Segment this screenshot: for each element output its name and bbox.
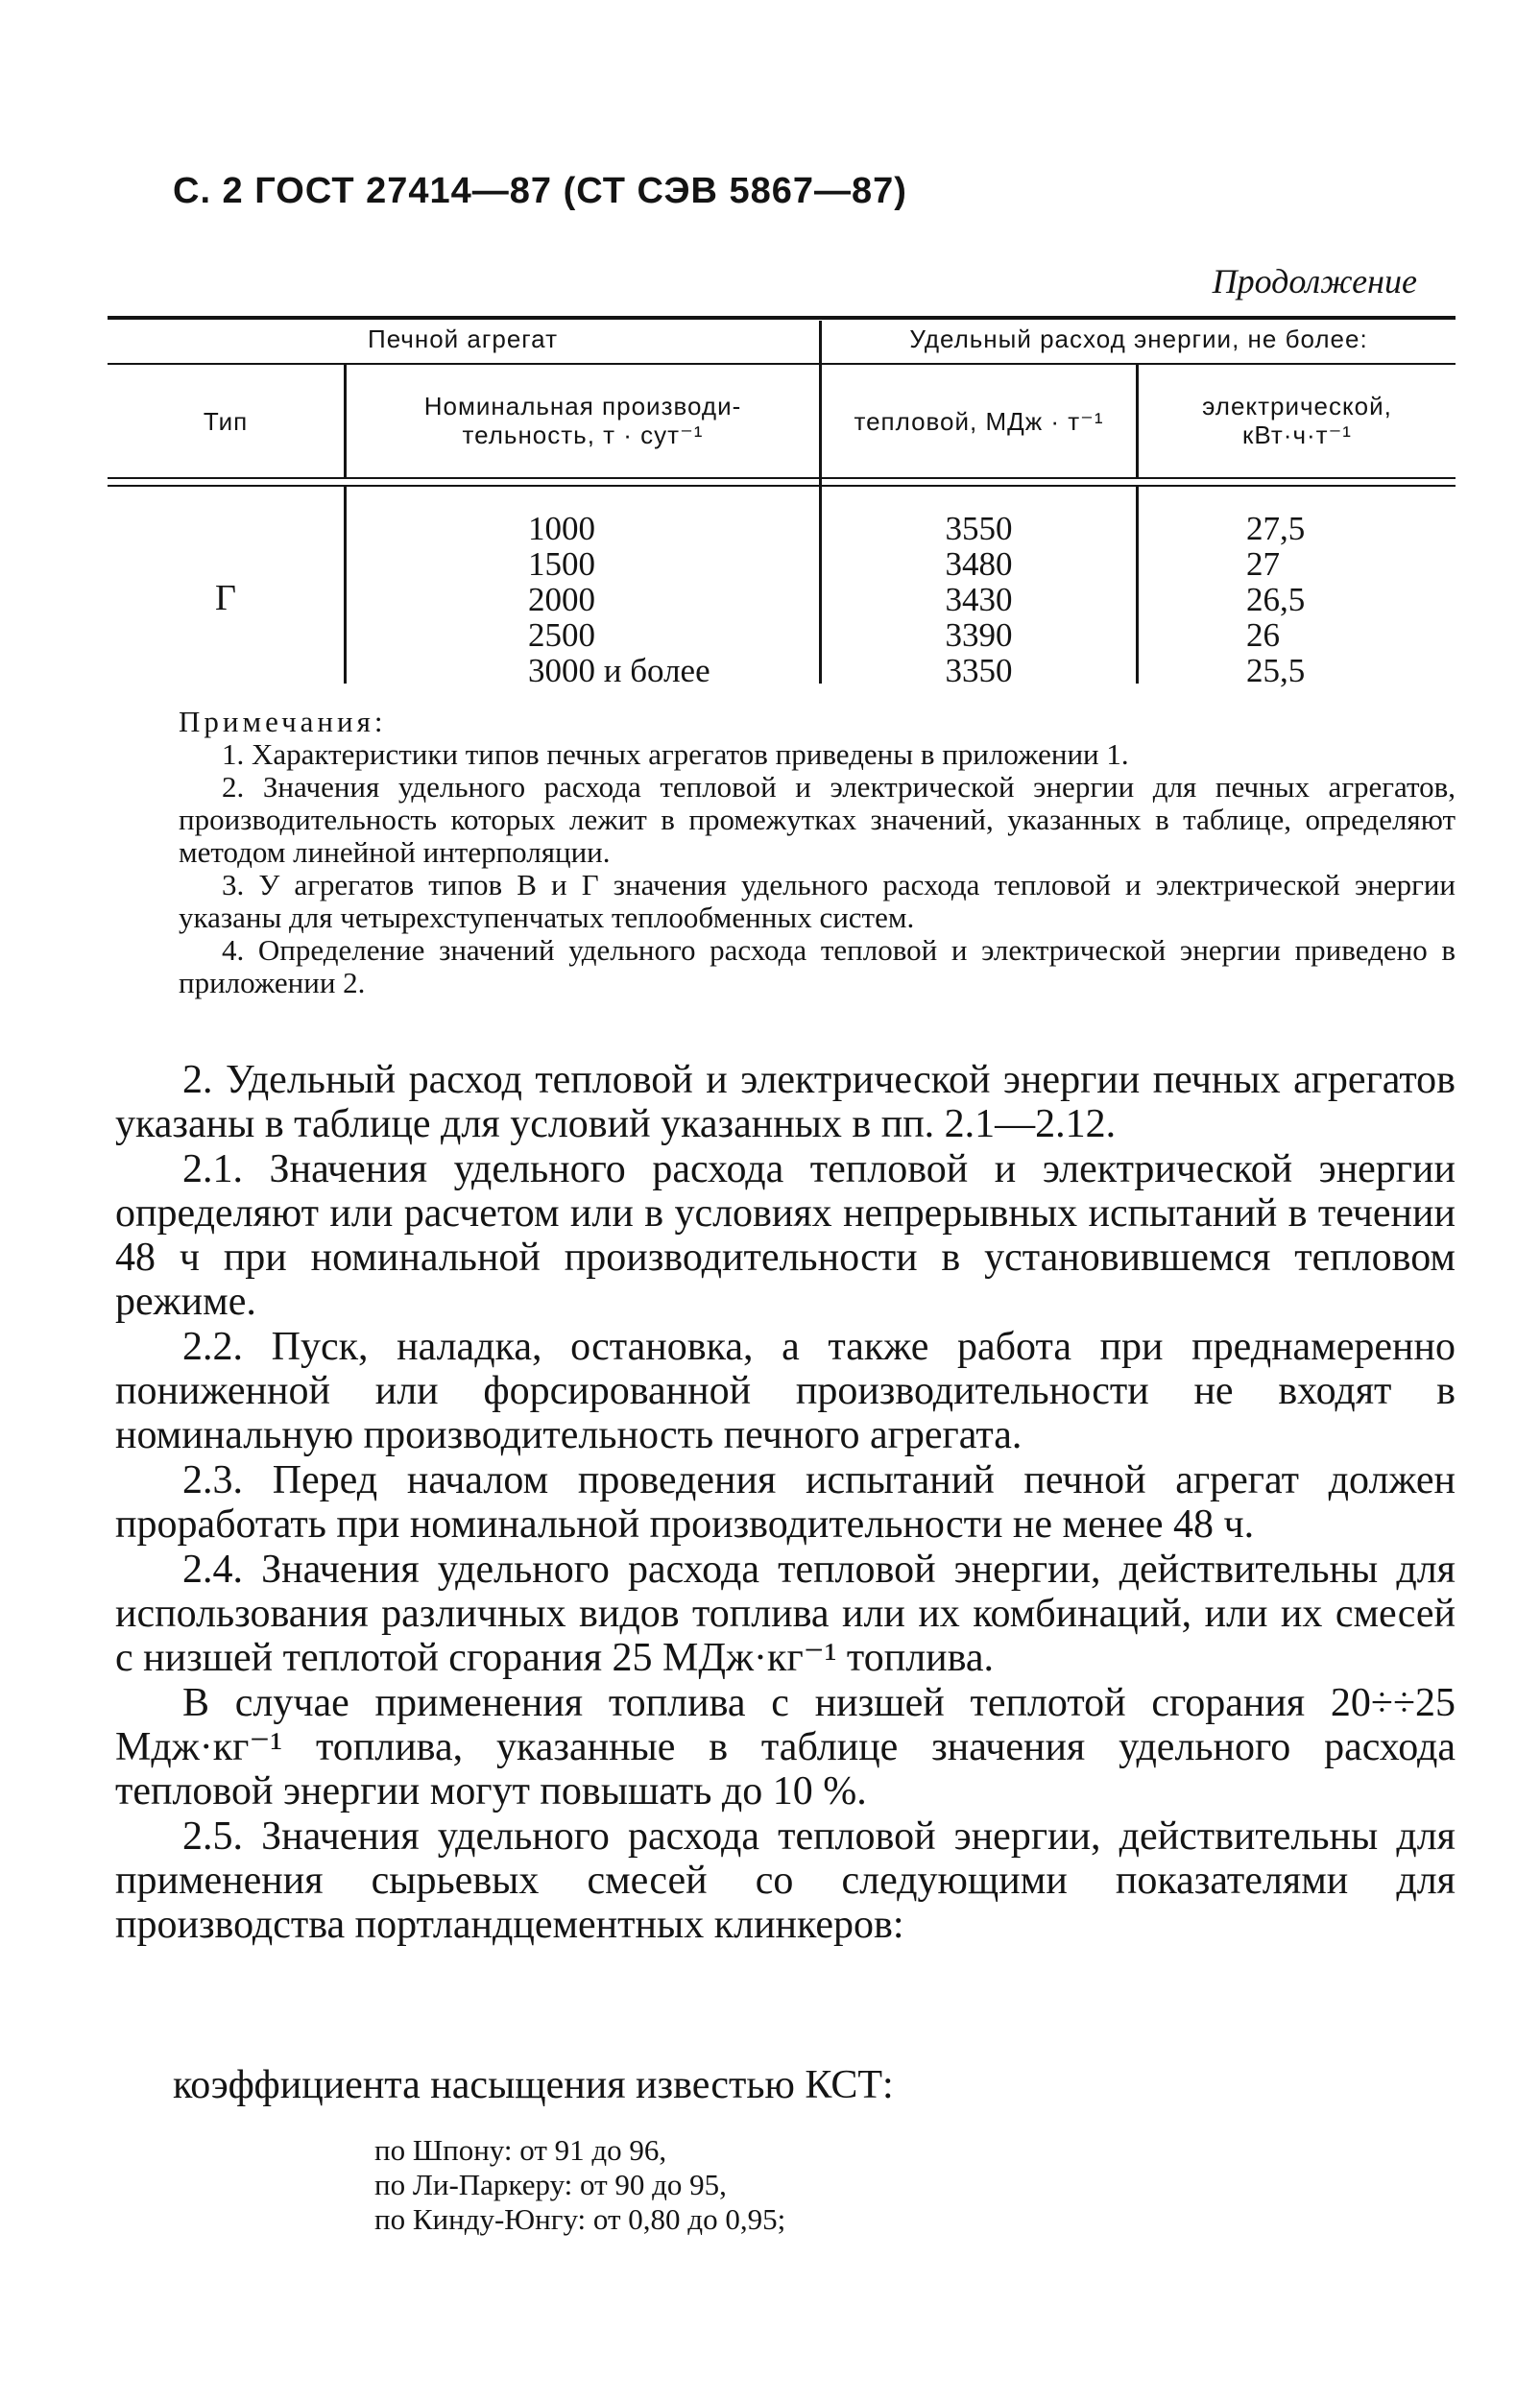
table-header-rule	[108, 477, 1456, 479]
paragraph: 2.5. Значения удельного расхода тепловой энергии, действительны для применения сырьевых смесей со следующими показателями для производства портландцементных клинкеров:	[115, 1814, 1456, 1947]
table-cell: 2500	[528, 616, 595, 654]
kst-heading: коэффициента насыщения известью КСТ:	[173, 2063, 894, 2107]
table-cell: 3430	[945, 581, 1013, 618]
table-cell: 3390	[945, 616, 1013, 654]
table-notes	[179, 706, 1456, 999]
table-cell: 27	[1246, 545, 1280, 583]
table-divider-type-body	[344, 487, 347, 684]
table-cell: 27,5	[1246, 510, 1306, 547]
table-cell: 3480	[945, 545, 1013, 583]
paragraph: 2.2. Пуск, наладка, остановка, а также работа при преднамеренно пониженной или форсированной производительности не входят в номинальную производительность печного агрегата.	[115, 1325, 1456, 1457]
column-thermal: тепловой, МДж · т⁻¹	[854, 407, 1104, 436]
continuation-label: Продолжение	[1212, 262, 1417, 300]
table-top-rule	[108, 316, 1456, 320]
paragraph: 2.1. Значения удельного расхода тепловой и электрической энергии определяют или расчетом или в условиях непрерывных испытаний в течении 48 ч при номинальной производительности в установившемся тепловом режиме.	[115, 1147, 1456, 1324]
table-cell: 3000 и более	[528, 652, 710, 689]
note-item: 2. Значения удельного расхода тепловой и электрической энергии для печных агрегатов, производительность которых лежит в промежутках значений, указанных в таблице, определяют методом линейной интерполяции.	[179, 770, 1456, 869]
paragraph: 2. Удельный расход тепловой и электрической энергии печных агрегатов указаны в таблице для условий указанных в пп. 2.1—2.12.	[115, 1058, 1456, 1146]
list-item: по Ли-Паркеру: от 90 до 95,	[374, 2168, 727, 2201]
table-cell: 1500	[528, 545, 595, 583]
table-divider-energy-body	[1136, 487, 1139, 684]
table-header-rule-double	[108, 485, 1456, 487]
header-specific-consumption: Удельный расход энергии, не более:	[909, 324, 1368, 353]
table-cell: 2000	[528, 581, 595, 618]
list-item: по Шпону: от 91 до 96,	[374, 2133, 667, 2167]
note-item: 3. У агрегатов типов В и Г значения удельного расхода тепловой и электрической энергии указаны для четырехступенчатых теплообменных систем.	[179, 868, 1456, 934]
column-type: Тип	[203, 407, 249, 436]
table-cell: 1000	[528, 510, 595, 547]
body-text	[115, 1058, 1456, 1948]
paragraph: 2.4. Значения удельного расхода тепловой энергии, действительны для использования различных видов топлива или их комбинаций, или их смесей с низшей теплотой сгорания 25 МДж·кг⁻¹ топлива.	[115, 1548, 1456, 1680]
header-kiln-unit: Печной агрегат	[368, 324, 558, 353]
table-group-rule	[108, 363, 1456, 365]
list-item: по Кинду-Юнгу: от 0,80 до 0,95;	[374, 2202, 786, 2236]
notes-title: Примечания:	[179, 705, 387, 738]
paragraph: В случае применения топлива с низшей теплотой сгорания 20÷÷25 Мдж·кг⁻¹ топлива, указанные в таблице значения удельного расхода тепловой энергии могут повышать до 10 %.	[115, 1681, 1456, 1814]
column-capacity: Номинальная производи- тельность, т · сут⁻¹	[423, 392, 742, 449]
table-cell: 25,5	[1246, 652, 1306, 689]
column-electric: электрической, кВт·ч·т⁻¹	[1202, 392, 1392, 449]
note-item: 4. Определение значений удельного расхода тепловой и электрической энергии приведено в приложении 2.	[179, 933, 1456, 999]
table-cell: 3350	[945, 652, 1013, 689]
kst-list	[374, 2133, 785, 2237]
electric-values	[1246, 511, 1305, 688]
note-item: 1. Характеристики типов печных агрегатов приведены в приложении 1.	[222, 737, 1129, 771]
table-cell: 26,5	[1246, 581, 1306, 618]
type-value: Г	[215, 578, 236, 618]
thermal-values	[822, 511, 1136, 688]
capacity-values	[528, 511, 710, 688]
paragraph: 2.3. Перед началом проведения испытаний печной агрегат должен проработать при номинальной производительности не менее 48 ч.	[115, 1458, 1456, 1547]
table-cell: 26	[1246, 616, 1280, 654]
page-header: С. 2 ГОСТ 27414—87 (СТ СЭВ 5867—87)	[173, 171, 907, 211]
table-cell: 3550	[945, 510, 1013, 547]
